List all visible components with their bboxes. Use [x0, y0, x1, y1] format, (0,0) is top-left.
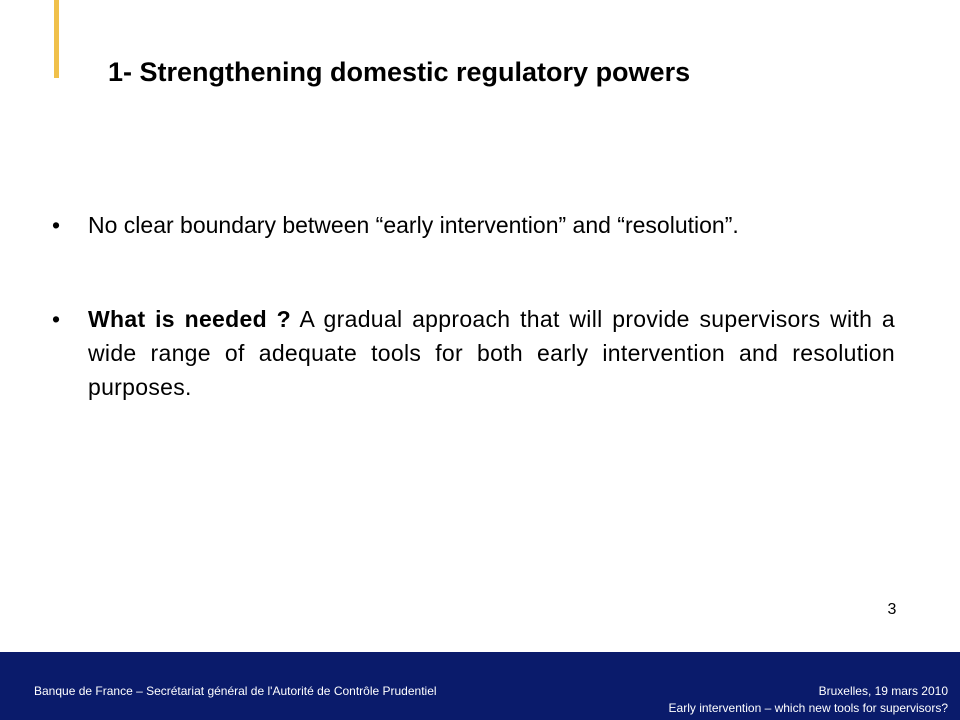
footer-event-info: [669, 683, 948, 717]
bullet-item: [52, 208, 895, 242]
page-number: 3: [887, 601, 897, 618]
bullet-list: [52, 208, 895, 464]
bullet-item: [52, 302, 895, 404]
footer-bar: [0, 652, 960, 720]
footer-date-location: Bruxelles, 19 mars 2010: [818, 684, 948, 698]
bullet-text: A gradual approach that will provide supervisors with a wide range of adequate tools for both early intervention and resolution purposes.: [88, 306, 895, 400]
bullet-text: No clear boundary between “early intervention” and “resolution”.: [88, 212, 739, 238]
accent-bar: [54, 0, 59, 78]
footer-organization: Banque de France – Secrétariat général de l'Autorité de Contrôle Prudentiel: [34, 684, 437, 698]
footer-presentation-title: Early intervention – which new tools for supervisors?: [668, 701, 948, 715]
bullet-marker: •: [52, 212, 61, 238]
slide-title: 1- Strengthening domestic regulatory powers: [108, 57, 691, 87]
bullet-bold-lead: What is needed ?: [88, 306, 292, 332]
bullet-marker: •: [52, 306, 61, 332]
